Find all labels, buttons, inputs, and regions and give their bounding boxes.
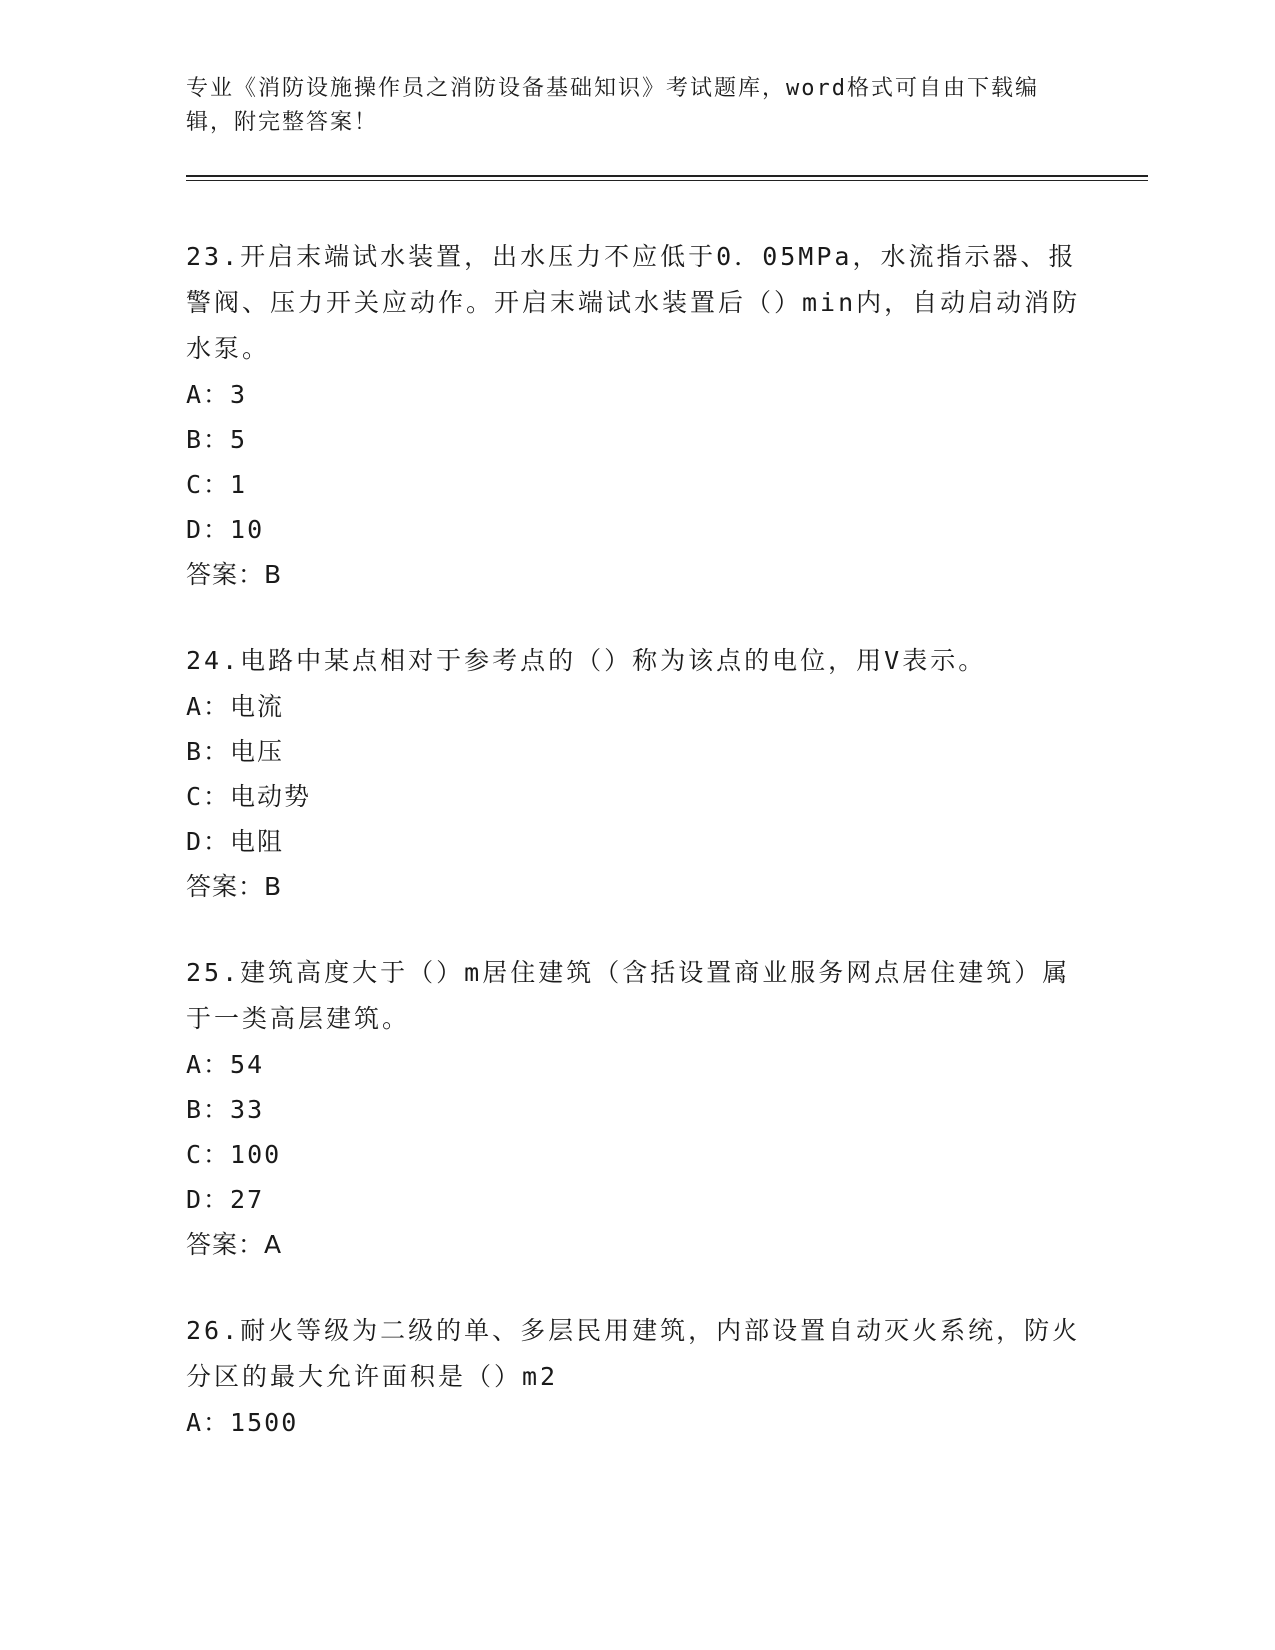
question-stem: 26.耐火等级为二级的单、多层民用建筑，内部设置自动灭火系统，防火分区的最大允许面积是（）m2: [186, 1316, 1081, 1391]
answer: 答案：B: [186, 872, 283, 901]
option-c: C：1: [186, 470, 248, 499]
answer: 答案：B: [186, 560, 283, 589]
header-divider-thick: [186, 175, 1148, 177]
option-d: D：27: [186, 1185, 265, 1214]
question-stem: 24.电路中某点相对于参考点的（）称为该点的电位，用V表示。: [186, 646, 987, 675]
question-24: [186, 638, 1086, 910]
option-a: A：3: [186, 380, 248, 409]
option-a: A：电流: [186, 692, 285, 721]
option-b: B：33: [186, 1095, 265, 1124]
option-c: C：100: [186, 1140, 282, 1169]
option-d: D：10: [186, 515, 265, 544]
document-header: 专业《消防设施操作员之消防设备基础知识》考试题库，word格式可自由下载编辑，附完整答案！: [186, 76, 1039, 135]
option-b: B：电压: [186, 737, 285, 766]
question-25: [186, 950, 1086, 1268]
question-list: [186, 234, 1086, 1485]
option-a: A：1500: [186, 1408, 299, 1437]
question-26: [186, 1308, 1086, 1445]
header-divider-thin: [186, 180, 1148, 181]
option-a: A：54: [186, 1050, 265, 1079]
answer: 答案：A: [186, 1230, 283, 1259]
option-b: B：5: [186, 425, 248, 454]
option-d: D：电阻: [186, 827, 285, 856]
question-stem: 23.开启末端试水装置，出水压力不应低于0．05MPa，水流指示器、报警阀、压力开关应动作。开启末端试水装置后（）min内，自动启动消防水泵。: [186, 242, 1081, 363]
question-stem: 25.建筑高度大于（）m居住建筑（含括设置商业服务网点居住建筑）属于一类高层建筑。: [186, 958, 1071, 1033]
question-23: [186, 234, 1086, 598]
option-c: C：电动势: [186, 782, 312, 811]
